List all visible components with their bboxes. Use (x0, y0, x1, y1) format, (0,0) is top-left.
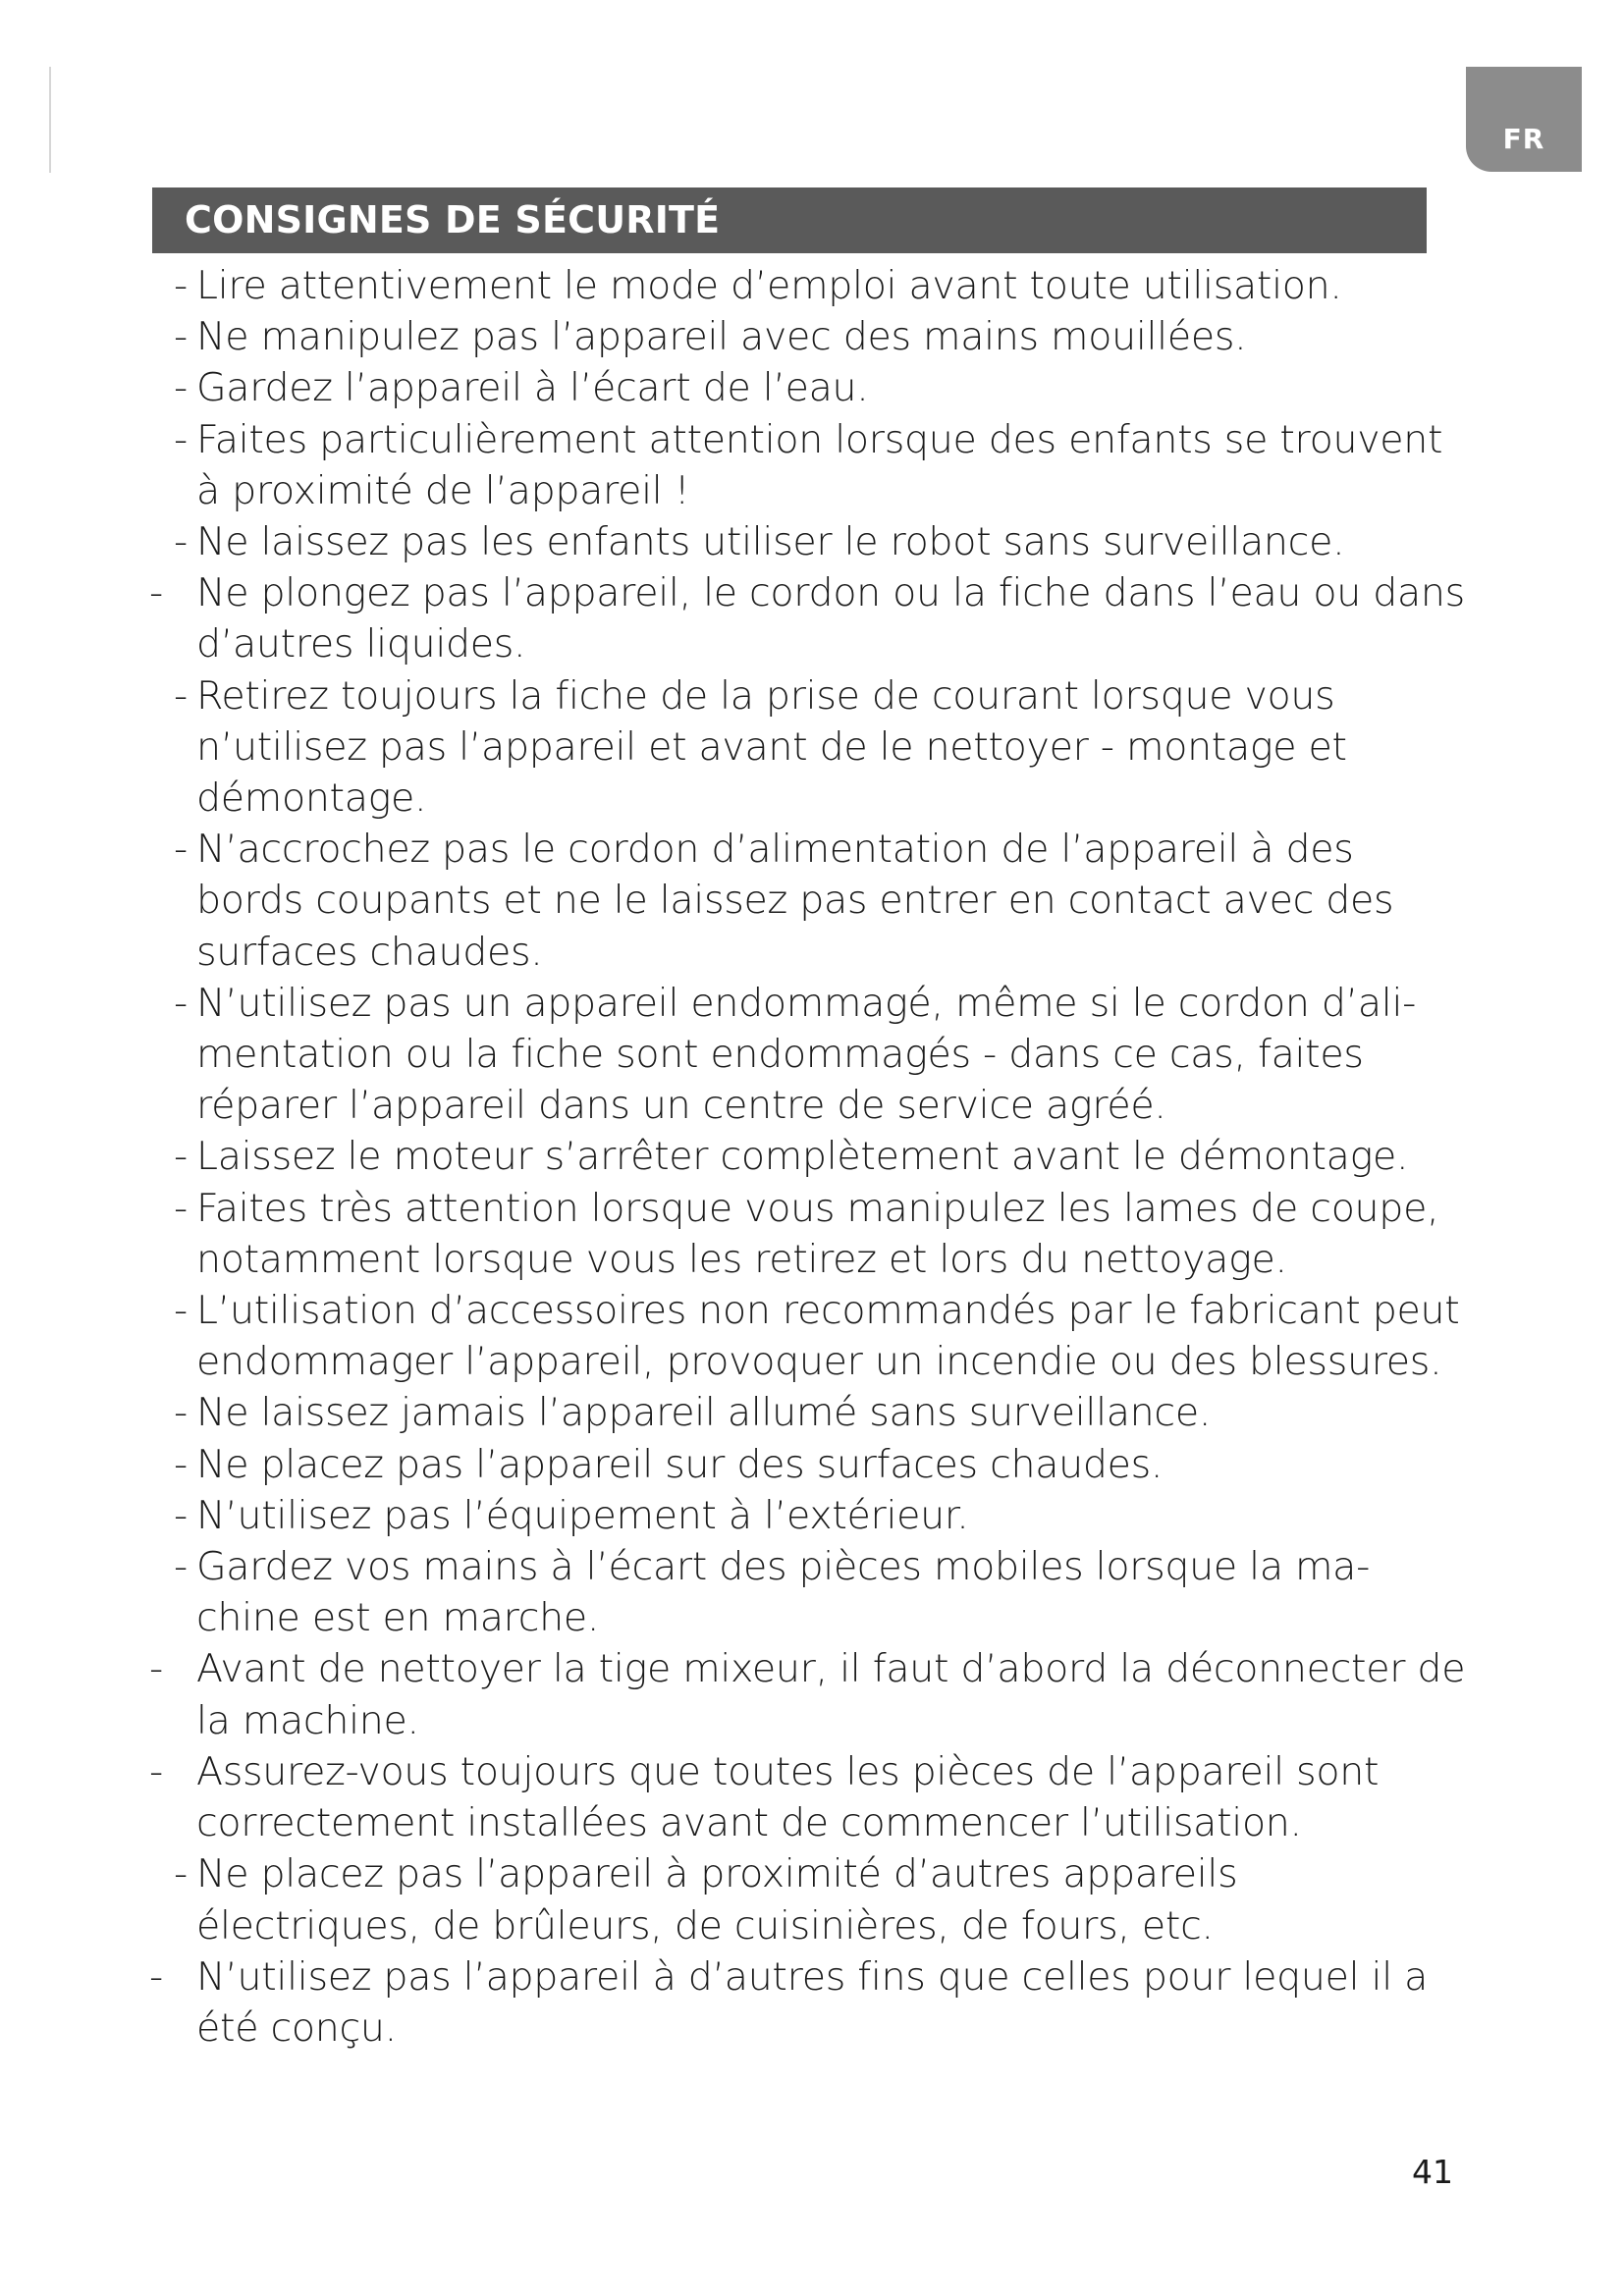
page-number: 41 (1412, 2153, 1453, 2191)
safety-instructions-list (147, 260, 1468, 2054)
item-text: Ne placez pas l’appareil à proximité d’autres appareils électriques, de brûleurs, de cuisinières, de fours, etc. (196, 1851, 1238, 1949)
bullet-dash: - (149, 1748, 163, 1794)
item-text: Ne manipulez pas l’appareil avec des mains mouillées. (196, 314, 1247, 360)
item-text: N’utilisez pas l’équipement à l’extérieur. (196, 1492, 969, 1538)
bullet-dash: - (174, 672, 188, 719)
bullet-dash: - (174, 519, 188, 565)
item-text: Faites particulièrement attention lorsque des enfants se trouvent à proximité de l’appareil ! (196, 416, 1443, 513)
item-text: Gardez l’appareil à l’écart de l’eau. (196, 365, 869, 411)
list-item (147, 516, 1468, 567)
list-item (147, 414, 1468, 516)
item-text: Ne placez pas l’appareil sur des surfaces chaudes. (196, 1441, 1164, 1487)
bullet-dash: - (174, 1390, 188, 1436)
list-item (147, 1183, 1468, 1285)
bullet-dash: - (149, 1646, 163, 1692)
item-text: Laissez le moteur s’arrêter complètement avant le démontage. (196, 1134, 1409, 1180)
bullet-dash: - (174, 1441, 188, 1487)
bullet-dash: - (174, 1492, 188, 1538)
list-item (147, 1387, 1468, 1438)
bullet-dash: - (174, 1288, 188, 1334)
item-text: Retirez toujours la fiche de la prise de courant lorsque vous n’utilisez pas l’appareil et avant de le nettoyer - montage et démontage. (196, 672, 1347, 822)
bullet-dash: - (174, 416, 188, 462)
list-item (147, 824, 1468, 978)
list-item (147, 1131, 1468, 1182)
section-title: CONSIGNES DE SÉCURITÉ (152, 187, 1427, 253)
bullet-dash: - (174, 1134, 188, 1180)
bullet-dash: - (174, 365, 188, 411)
list-item (147, 567, 1468, 669)
item-text: Faites très attention lorsque vous manipulez les lames de coupe, notamment lorsque vous les retirez et lors du nettoyage. (196, 1185, 1439, 1282)
bullet-dash: - (174, 827, 188, 873)
bullet-dash: - (149, 1953, 163, 2000)
list-item (147, 1439, 1468, 1490)
item-text: Ne laissez jamais l’appareil allumé sans surveillance. (196, 1390, 1212, 1436)
item-text: Avant de nettoyer la tige mixeur, il faut d’abord la déconnecter de la machine. (196, 1646, 1466, 1743)
bullet-dash: - (174, 1185, 188, 1231)
margin-rule (49, 67, 51, 173)
bullet-dash: - (174, 1544, 188, 1590)
item-text: L’utilisation d’accessoires non recommandés par le fabricant peut endommager l’appareil, provoquer un incendie ou des blessures. (196, 1288, 1460, 1385)
list-item (147, 311, 1468, 362)
bullet-dash: - (174, 314, 188, 360)
list-item (147, 1951, 1468, 2054)
item-text: N’utilisez pas l’appareil à d’autres fins que celles pour lequel il a été conçu. (196, 1953, 1429, 2051)
bullet-dash: - (174, 980, 188, 1026)
list-item (147, 1541, 1468, 1643)
list-item (147, 1746, 1468, 1848)
item-text: Gardez vos mains à l’écart des pièces mobiles lorsque la ma-chine est en marche. (196, 1544, 1371, 1641)
list-item (147, 362, 1468, 413)
list-item (147, 260, 1468, 311)
item-text: N’utilisez pas un appareil endommagé, même si le cordon d’ali-mentation ou la fiche sont endommagés - dans ce cas, faites réparer l’appareil dans un centre de service agréé. (196, 980, 1417, 1129)
list-item (147, 1848, 1468, 1950)
item-text: Assurez-vous toujours que toutes les pièces de l’appareil sont correctement installées avant de commencer l’utilisation. (196, 1748, 1380, 1846)
list-item (147, 1285, 1468, 1387)
list-item (147, 670, 1468, 825)
item-text: Lire attentivement le mode d’emploi avant toute utilisation. (196, 263, 1342, 308)
list-item (147, 1490, 1468, 1541)
bullet-dash: - (174, 263, 188, 308)
item-text: Ne laissez pas les enfants utiliser le robot sans surveillance. (196, 519, 1345, 565)
bullet-dash: - (174, 1851, 188, 1897)
list-item (147, 978, 1468, 1132)
list-item (147, 1643, 1468, 1745)
language-tab: FR (1466, 67, 1582, 172)
item-text: N’accrochez pas le cordon d’alimentation de l’appareil à des bords coupants et ne le laissez pas entrer en contact avec des surfaces chaudes. (196, 827, 1394, 975)
bullet-dash: - (149, 570, 163, 616)
item-text: Ne plongez pas l’appareil, le cordon ou la fiche dans l’eau ou dans d’autres liquides. (196, 570, 1465, 667)
